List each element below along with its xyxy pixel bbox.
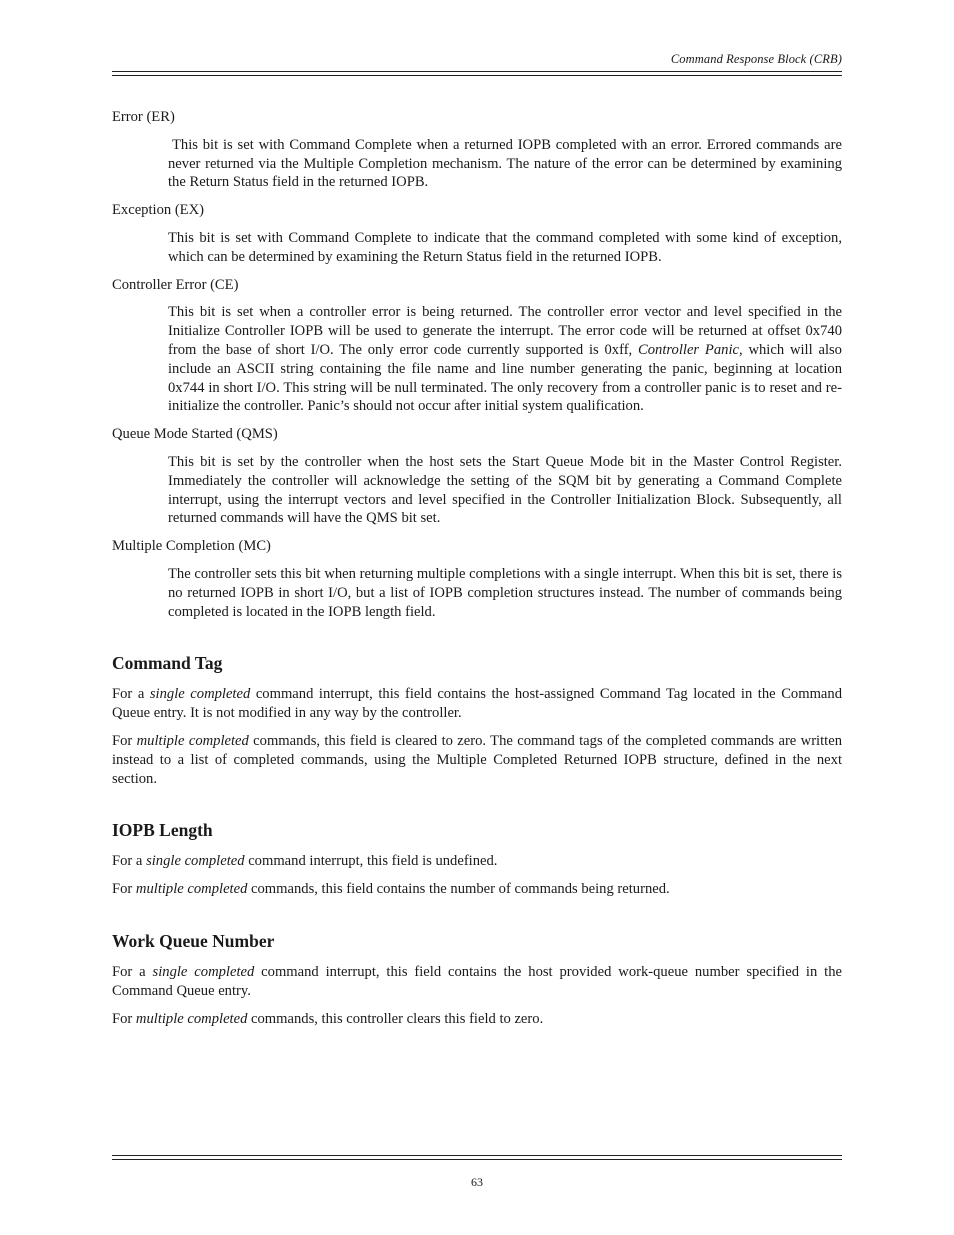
- emphasis: single completed: [149, 686, 251, 703]
- text: command interrupt, this field is undefined.: [244, 853, 498, 870]
- section-title-iopb-length: IOPB Length: [112, 820, 213, 841]
- definition-text-ce: [168, 303, 842, 416]
- text: commands, this field contains the number of commands being returned.: [247, 881, 670, 898]
- text: command interrupt, this field contains the host provided work-queue number specified in the Command Queue entry.: [112, 963, 842, 999]
- text: For a: [112, 686, 150, 703]
- text: For: [112, 1010, 136, 1027]
- definition-text-ce-part-b: , which will also include an ASCII string containing the file name and line number generating the panic, beginning at location 0x744 in short I/O. This string will be null terminated. The only recovery from a controller panic is to reset and re-initialize the controller. Panic’s should not occur after initial system qualification.: [168, 341, 842, 415]
- text: command interrupt, this field contains the host-assigned Command Tag located in the Command Queue entry. It is not modified in any way by the controller.: [112, 686, 842, 722]
- definition-term-qms: Queue Mode Started (QMS): [112, 426, 278, 443]
- text: For a: [112, 853, 147, 870]
- definition-text-ce-part-a: This bit is set when a controller error is being returned. The controller error vector and level specified in the Initialize Controller IOPB will be used to generate the interrupt. The error code will be returned at offset 0x740 from the base of short I/O. The only error code currently supported is 0xff,: [168, 304, 842, 358]
- emphasis: single completed: [146, 853, 245, 870]
- text: For: [112, 881, 136, 898]
- header-rule: [112, 71, 842, 72]
- running-header: Command Response Block (CRB): [670, 52, 842, 66]
- paragraph-work-queue-single: [112, 963, 842, 1001]
- paragraph-command-tag-multiple: [112, 732, 842, 788]
- text: commands, this controller clears this field to zero.: [247, 1010, 544, 1027]
- section-spacer: [112, 908, 842, 930]
- page-number: 63: [471, 1175, 483, 1189]
- emphasis: multiple completed: [135, 1010, 248, 1027]
- emphasis: single completed: [152, 963, 255, 980]
- paragraph-work-queue-multiple: [112, 1010, 842, 1029]
- definition-term-mc: Multiple Completion (MC): [112, 538, 271, 555]
- emphasis: multiple completed: [135, 881, 248, 898]
- definition-text-mc: The controller sets this bit when returning multiple completions with a single interrupt. When this bit is set, there is no returned IOPB in short I/O, but a list of IOPB completion structures instead. The number of commands being completed is located in the IOPB length field.: [168, 565, 842, 620]
- definition-term-ce: Controller Error (CE): [112, 276, 239, 293]
- definition-term-ex: Exception (EX): [112, 202, 204, 219]
- section-spacer: [112, 797, 842, 819]
- emphasis: multiple completed: [136, 732, 249, 749]
- page-body: [112, 108, 842, 1037]
- section-spacer: [112, 630, 842, 652]
- text: commands, this field is cleared to zero. The command tags of the completed commands are written instead to a list of completed commands, using the Multiple Completed Returned IOPB structure, defined in the next section.: [112, 732, 842, 787]
- text: For: [112, 732, 137, 749]
- text: For a: [112, 963, 153, 980]
- footer-rule: [112, 1159, 842, 1160]
- header-rule-thin: [112, 75, 842, 76]
- definition-text-ce-emphasis: Controller Panic: [638, 341, 739, 358]
- paragraph-iopb-length-single: [112, 852, 842, 871]
- definition-text-er: This bit is set with Command Complete when a returned IOPB completed with an error. Errored commands are never returned via the Multiple Completion mechanism. The nature of the error can be determined by examining the Return Status field in the returned IOPB.: [168, 136, 842, 191]
- definition-term-er: Error (ER): [112, 109, 175, 125]
- paragraph-iopb-length-multiple: [112, 880, 842, 899]
- section-title-command-tag: Command Tag: [112, 653, 223, 674]
- definition-text-ex: This bit is set with Command Complete to indicate that the command completed with some kind of exception, which can be determined by examining the Return Status field in the returned IOPB.: [168, 229, 842, 265]
- definition-text-qms: This bit is set by the controller when the host sets the Start Queue Mode bit in the Master Control Register. Immediately the controller will acknowledge the setting of the SQM bit by generating a Command Complete interrupt, using the interrupt vectors and level specified in the Controller Initialization Block. Subsequently, all returned commands will have the QMS bit set.: [168, 453, 842, 527]
- section-title-work-queue-number: Work Queue Number: [112, 930, 275, 951]
- paragraph-command-tag-single: [112, 685, 842, 723]
- footer-rule-thin: [112, 1155, 842, 1156]
